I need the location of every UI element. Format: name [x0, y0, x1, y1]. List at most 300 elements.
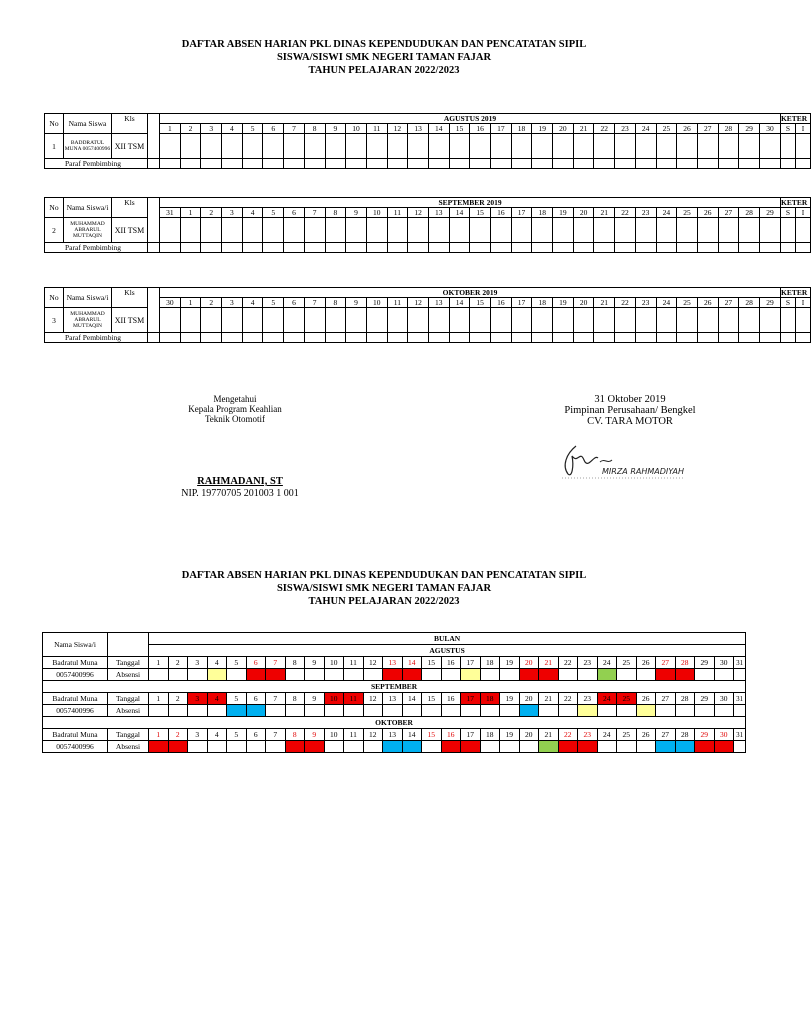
attendance-cell[interactable] — [718, 218, 739, 243]
absensi-cell[interactable] — [285, 741, 305, 753]
paraf-cell[interactable] — [346, 159, 367, 169]
attendance-cell[interactable] — [594, 134, 615, 159]
paraf-cell[interactable] — [160, 159, 181, 169]
absensi-cell[interactable] — [656, 669, 676, 681]
paraf-label: Paraf Pembimbing — [45, 333, 148, 343]
absensi-cell[interactable] — [461, 705, 481, 717]
attendance-cell[interactable] — [470, 218, 491, 243]
paraf-cell[interactable] — [242, 243, 263, 253]
paraf-cell[interactable] — [677, 159, 698, 169]
absensi-cell[interactable] — [383, 669, 403, 681]
paraf-cell[interactable] — [677, 243, 698, 253]
absensi-cell[interactable] — [519, 705, 539, 717]
absensi-cell[interactable] — [422, 705, 442, 717]
student-row — [45, 218, 811, 243]
paraf-cell[interactable] — [222, 159, 243, 169]
absensi-cell[interactable] — [246, 669, 266, 681]
attendance-cell[interactable] — [491, 218, 512, 243]
attendance-cell[interactable] — [242, 218, 263, 243]
date-cell: 3 — [188, 693, 208, 705]
absensi-cell[interactable] — [227, 705, 247, 717]
paraf-cell[interactable] — [284, 159, 305, 169]
paraf-cell[interactable] — [242, 159, 263, 169]
day-cell: 30 — [160, 298, 181, 308]
attendance-cell[interactable] — [160, 134, 181, 159]
paraf-cell[interactable] — [781, 243, 796, 253]
paraf-cell[interactable] — [263, 333, 284, 343]
absensi-cell[interactable] — [714, 705, 734, 717]
paraf-cell[interactable] — [573, 333, 594, 343]
attendance-cell[interactable] — [263, 134, 284, 159]
absensi-cell[interactable] — [422, 669, 442, 681]
attendance-cell[interactable] — [284, 218, 305, 243]
paraf-cell[interactable] — [201, 159, 222, 169]
paraf-cell[interactable] — [697, 159, 718, 169]
absensi-cell[interactable] — [149, 741, 169, 753]
paraf-cell[interactable] — [449, 243, 470, 253]
attendance-cell[interactable] — [470, 308, 491, 333]
absensi-cell[interactable] — [617, 705, 637, 717]
paraf-cell[interactable] — [553, 243, 574, 253]
paraf-cell[interactable] — [615, 243, 636, 253]
attendance-cell[interactable] — [180, 308, 201, 333]
absensi-cell[interactable] — [656, 705, 676, 717]
paraf-cell[interactable] — [759, 333, 780, 343]
paraf-cell[interactable] — [656, 333, 677, 343]
absensi-cell[interactable] — [734, 741, 746, 753]
attendance-cell[interactable] — [201, 218, 222, 243]
absensi-cell[interactable] — [324, 669, 344, 681]
absensi-cell[interactable] — [675, 741, 695, 753]
attendance-cell[interactable] — [180, 134, 201, 159]
attendance-cell[interactable] — [573, 134, 594, 159]
attendance-cell[interactable] — [656, 308, 677, 333]
paraf-cell[interactable] — [553, 159, 574, 169]
attendance-cell[interactable] — [718, 308, 739, 333]
attendance-cell[interactable] — [573, 218, 594, 243]
attendance-cell[interactable] — [594, 218, 615, 243]
attendance-cell[interactable] — [346, 308, 367, 333]
absensi-cell[interactable] — [266, 705, 286, 717]
absensi-cell[interactable] — [675, 669, 695, 681]
attendance-cell[interactable] — [242, 308, 263, 333]
attendance-cell[interactable] — [346, 134, 367, 159]
attendance-cell[interactable] — [796, 218, 811, 243]
attendance-cell[interactable] — [222, 134, 243, 159]
attendance-cell[interactable] — [656, 134, 677, 159]
attendance-cell[interactable] — [449, 134, 470, 159]
attendance-cell[interactable] — [222, 218, 243, 243]
paraf-cell[interactable] — [263, 243, 284, 253]
paraf-cell[interactable] — [718, 159, 739, 169]
attendance-cell[interactable] — [222, 308, 243, 333]
absensi-cell[interactable] — [617, 669, 637, 681]
attendance-cell[interactable] — [428, 218, 449, 243]
attendance-cell[interactable] — [718, 134, 739, 159]
paraf-cell[interactable] — [739, 333, 760, 343]
attendance-cell[interactable] — [553, 218, 574, 243]
absensi-cell[interactable] — [305, 669, 325, 681]
paraf-cell[interactable] — [428, 333, 449, 343]
absensi-cell[interactable] — [461, 669, 481, 681]
attendance-cell[interactable] — [532, 218, 553, 243]
attendance-cell[interactable] — [201, 308, 222, 333]
attendance-cell[interactable] — [615, 134, 636, 159]
paraf-cell[interactable] — [263, 159, 284, 169]
absensi-cell[interactable] — [168, 669, 188, 681]
attendance-cell[interactable] — [677, 218, 698, 243]
absensi-cell[interactable] — [227, 669, 247, 681]
attendance-cell[interactable] — [615, 218, 636, 243]
attendance-cell[interactable] — [201, 134, 222, 159]
paraf-cell[interactable] — [346, 333, 367, 343]
absensi-cell[interactable] — [734, 705, 746, 717]
attendance-cell[interactable] — [408, 218, 429, 243]
paraf-cell[interactable] — [160, 243, 181, 253]
attendance-cell[interactable] — [263, 308, 284, 333]
paraf-cell[interactable] — [428, 243, 449, 253]
attendance-cell[interactable] — [781, 218, 796, 243]
paraf-cell[interactable] — [635, 333, 656, 343]
absensi-cell[interactable] — [539, 669, 559, 681]
absensi-cell[interactable] — [558, 705, 578, 717]
attendance-cell[interactable] — [795, 308, 810, 333]
absensi-cell[interactable] — [383, 705, 403, 717]
paraf-cell[interactable] — [180, 243, 201, 253]
absensi-cell[interactable] — [207, 741, 227, 753]
paraf-cell[interactable] — [428, 159, 449, 169]
attendance-cell[interactable] — [511, 308, 532, 333]
paraf-cell[interactable] — [739, 243, 760, 253]
absensi-cell[interactable] — [363, 705, 383, 717]
attendance-cell[interactable] — [325, 134, 346, 159]
paraf-cell[interactable] — [594, 333, 615, 343]
absensi-cell[interactable] — [539, 705, 559, 717]
paraf-cell[interactable] — [325, 333, 346, 343]
absensi-cell[interactable] — [227, 741, 247, 753]
absensi-cell[interactable] — [188, 741, 208, 753]
absensi-cell[interactable] — [695, 705, 715, 717]
attendance-cell[interactable] — [304, 308, 325, 333]
paraf-cell[interactable] — [511, 243, 532, 253]
absensi-cell[interactable] — [597, 705, 617, 717]
absensi-cell[interactable] — [324, 741, 344, 753]
paraf-cell[interactable] — [387, 333, 408, 343]
paraf-cell[interactable] — [304, 159, 325, 169]
absensi-cell[interactable] — [578, 741, 598, 753]
absensi-cell[interactable] — [578, 669, 598, 681]
paraf-cell[interactable] — [635, 243, 656, 253]
attendance-cell[interactable] — [449, 308, 470, 333]
absensi-cell[interactable] — [363, 669, 383, 681]
attendance-cell[interactable] — [697, 308, 718, 333]
attendance-cell[interactable] — [615, 308, 636, 333]
attendance-cell[interactable] — [366, 134, 387, 159]
attendance-cell[interactable] — [491, 308, 512, 333]
absensi-cell[interactable] — [266, 669, 286, 681]
paraf-cell[interactable] — [449, 333, 470, 343]
absensi-cell[interactable] — [519, 669, 539, 681]
attendance-cell[interactable] — [739, 134, 760, 159]
paraf-cell[interactable] — [284, 243, 305, 253]
paraf-cell[interactable] — [532, 159, 553, 169]
absensi-cell[interactable] — [656, 741, 676, 753]
paraf-cell[interactable] — [532, 333, 553, 343]
attendance-cell[interactable] — [780, 308, 795, 333]
paraf-cell[interactable] — [697, 243, 718, 253]
paraf-cell[interactable] — [366, 333, 387, 343]
attendance-cell[interactable] — [656, 218, 677, 243]
paraf-cell[interactable] — [553, 333, 574, 343]
paraf-cell[interactable] — [615, 333, 636, 343]
attendance-cell[interactable] — [325, 218, 346, 243]
absensi-cell[interactable] — [441, 705, 461, 717]
paraf-cell[interactable] — [759, 159, 780, 169]
absensi-cell[interactable] — [266, 741, 286, 753]
paraf-cell[interactable] — [408, 159, 429, 169]
absensi-cell[interactable] — [344, 741, 364, 753]
attendance-cell[interactable] — [366, 308, 387, 333]
paraf-cell[interactable] — [366, 159, 387, 169]
attendance-cell[interactable] — [325, 308, 346, 333]
absensi-cell[interactable] — [402, 705, 422, 717]
absensi-cell[interactable] — [344, 705, 364, 717]
absensi-cell[interactable] — [636, 705, 656, 717]
spacer-cell — [148, 114, 160, 159]
date-cell: 2 — [168, 729, 188, 741]
date-cell: 5 — [227, 693, 247, 705]
attendance-cell[interactable] — [635, 308, 656, 333]
paraf-cell[interactable] — [222, 243, 243, 253]
attendance-cell[interactable] — [573, 308, 594, 333]
paraf-cell[interactable] — [491, 243, 512, 253]
paraf-cell[interactable] — [284, 333, 305, 343]
attendance-cell[interactable] — [635, 134, 656, 159]
attendance-cell[interactable] — [491, 134, 512, 159]
paraf-cell[interactable] — [160, 333, 181, 343]
absensi-cell[interactable] — [441, 669, 461, 681]
absensi-cell[interactable] — [441, 741, 461, 753]
paraf-cell[interactable] — [739, 159, 760, 169]
date-cell: 24 — [597, 729, 617, 741]
absensi-cell[interactable] — [149, 705, 169, 717]
absensi-cell[interactable] — [344, 669, 364, 681]
absensi-cell[interactable] — [617, 741, 637, 753]
absensi-cell[interactable] — [246, 705, 266, 717]
paraf-cell[interactable] — [491, 159, 512, 169]
paraf-cell[interactable] — [387, 159, 408, 169]
paraf-cell[interactable] — [718, 333, 739, 343]
attendance-cell[interactable] — [304, 218, 325, 243]
paraf-cell[interactable] — [470, 159, 491, 169]
attendance-cell[interactable] — [387, 218, 408, 243]
paraf-cell[interactable] — [795, 333, 810, 343]
absensi-cell[interactable] — [675, 705, 695, 717]
paraf-cell[interactable] — [656, 159, 677, 169]
absensi-cell[interactable] — [324, 705, 344, 717]
paraf-cell[interactable] — [796, 243, 811, 253]
absensi-cell[interactable] — [500, 705, 520, 717]
attendance-cell[interactable] — [387, 134, 408, 159]
paraf-cell[interactable] — [325, 159, 346, 169]
paraf-cell[interactable] — [408, 243, 429, 253]
absensi-cell[interactable] — [734, 669, 746, 681]
paraf-cell[interactable] — [325, 243, 346, 253]
paraf-cell[interactable] — [511, 333, 532, 343]
attendance-cell[interactable] — [759, 218, 780, 243]
attendance-cell[interactable] — [677, 308, 698, 333]
attendance-cell[interactable] — [697, 134, 718, 159]
paraf-cell[interactable] — [387, 243, 408, 253]
paraf-cell[interactable] — [304, 243, 325, 253]
absensi-cell[interactable] — [402, 741, 422, 753]
attendance-table-3 — [44, 287, 811, 343]
attendance-cell[interactable] — [366, 218, 387, 243]
absensi-cell[interactable] — [558, 669, 578, 681]
attendance-cell[interactable] — [511, 218, 532, 243]
absensi-cell[interactable] — [305, 741, 325, 753]
paraf-cell[interactable] — [222, 333, 243, 343]
paraf-cell[interactable] — [615, 159, 636, 169]
absensi-cell[interactable] — [363, 741, 383, 753]
attendance-cell[interactable] — [160, 308, 181, 333]
paraf-cell[interactable] — [470, 243, 491, 253]
paraf-cell[interactable] — [795, 159, 810, 169]
paraf-cell[interactable] — [180, 333, 201, 343]
absensi-cell[interactable] — [695, 669, 715, 681]
attendance-cell[interactable] — [511, 134, 532, 159]
absensi-cell[interactable] — [597, 741, 617, 753]
paraf-cell[interactable] — [201, 333, 222, 343]
attendance-cell[interactable] — [242, 134, 263, 159]
student-row — [45, 308, 811, 333]
absensi-cell[interactable] — [188, 669, 208, 681]
attendance-cell[interactable] — [780, 134, 795, 159]
attendance-cell[interactable] — [160, 218, 181, 243]
paraf-cell[interactable] — [408, 333, 429, 343]
absensi-cell[interactable] — [636, 669, 656, 681]
paraf-cell[interactable] — [594, 159, 615, 169]
attendance-cell[interactable] — [635, 218, 656, 243]
attendance-cell[interactable] — [284, 134, 305, 159]
absensi-cell[interactable] — [149, 669, 169, 681]
absensi-cell[interactable] — [480, 669, 500, 681]
paraf-cell[interactable] — [491, 333, 512, 343]
absensi-cell[interactable] — [168, 705, 188, 717]
attendance-cell[interactable] — [697, 218, 718, 243]
attendance-cell[interactable] — [795, 134, 810, 159]
attendance-cell[interactable] — [532, 134, 553, 159]
absensi-cell[interactable] — [461, 741, 481, 753]
attendance-cell[interactable] — [677, 134, 698, 159]
attendance-cell[interactable] — [759, 134, 780, 159]
absensi-cell[interactable] — [207, 705, 227, 717]
absensi-cell[interactable] — [519, 741, 539, 753]
day-cell: 24 — [635, 124, 656, 134]
attendance-cell[interactable] — [304, 134, 325, 159]
attendance-cell[interactable] — [408, 308, 429, 333]
day-cell: 13 — [408, 124, 429, 134]
absensi-cell[interactable] — [305, 705, 325, 717]
attendance-cell[interactable] — [449, 218, 470, 243]
paraf-cell[interactable] — [573, 243, 594, 253]
attendance-cell[interactable] — [553, 134, 574, 159]
paraf-cell[interactable] — [242, 333, 263, 343]
attendance-cell[interactable] — [428, 134, 449, 159]
absensi-row — [43, 741, 746, 753]
absensi-cell[interactable] — [168, 741, 188, 753]
paraf-cell[interactable] — [470, 333, 491, 343]
absensi-cell[interactable] — [246, 741, 266, 753]
paraf-cell[interactable] — [780, 333, 795, 343]
month-row — [43, 717, 746, 729]
absensi-cell[interactable] — [402, 669, 422, 681]
paraf-cell[interactable] — [201, 243, 222, 253]
absensi-cell[interactable] — [480, 705, 500, 717]
attendance-cell[interactable] — [532, 308, 553, 333]
day-cell: 27 — [718, 208, 739, 218]
attendance-cell[interactable] — [387, 308, 408, 333]
paraf-cell[interactable] — [573, 159, 594, 169]
paraf-cell[interactable] — [180, 159, 201, 169]
paraf-cell[interactable] — [304, 333, 325, 343]
paraf-cell[interactable] — [697, 333, 718, 343]
paraf-cell[interactable] — [677, 333, 698, 343]
absensi-cell[interactable] — [578, 705, 598, 717]
absensi-cell[interactable] — [480, 741, 500, 753]
attendance-cell[interactable] — [594, 308, 615, 333]
absensi-cell[interactable] — [188, 705, 208, 717]
absensi-cell[interactable] — [714, 741, 734, 753]
attendance-cell[interactable] — [739, 218, 760, 243]
absensi-cell[interactable] — [558, 741, 578, 753]
paraf-cell[interactable] — [718, 243, 739, 253]
absensi-cell[interactable] — [422, 741, 442, 753]
absensi-cell[interactable] — [500, 741, 520, 753]
paraf-cell[interactable] — [511, 159, 532, 169]
paraf-cell[interactable] — [635, 159, 656, 169]
paraf-cell[interactable] — [759, 243, 780, 253]
absensi-cell[interactable] — [500, 669, 520, 681]
absensi-cell[interactable] — [695, 741, 715, 753]
attendance-cell[interactable] — [553, 308, 574, 333]
absensi-cell[interactable] — [539, 741, 559, 753]
attendance-cell[interactable] — [470, 134, 491, 159]
attendance-cell[interactable] — [759, 308, 780, 333]
absensi-cell[interactable] — [714, 669, 734, 681]
absensi-cell[interactable] — [597, 669, 617, 681]
absensi-cell[interactable] — [636, 741, 656, 753]
paraf-cell[interactable] — [532, 243, 553, 253]
attendance-cell[interactable] — [180, 218, 201, 243]
attendance-cell[interactable] — [263, 218, 284, 243]
absensi-cell[interactable] — [285, 669, 305, 681]
absensi-cell[interactable] — [207, 669, 227, 681]
attendance-cell[interactable] — [284, 308, 305, 333]
attendance-cell[interactable] — [428, 308, 449, 333]
paraf-cell[interactable] — [780, 159, 795, 169]
attendance-cell[interactable] — [346, 218, 367, 243]
paraf-cell[interactable] — [449, 159, 470, 169]
attendance-cell[interactable] — [408, 134, 429, 159]
paraf-cell[interactable] — [346, 243, 367, 253]
absensi-cell[interactable] — [285, 705, 305, 717]
attendance-cell[interactable] — [739, 308, 760, 333]
absensi-cell[interactable] — [383, 741, 403, 753]
paraf-cell[interactable] — [594, 243, 615, 253]
paraf-cell[interactable] — [366, 243, 387, 253]
paraf-cell[interactable] — [656, 243, 677, 253]
